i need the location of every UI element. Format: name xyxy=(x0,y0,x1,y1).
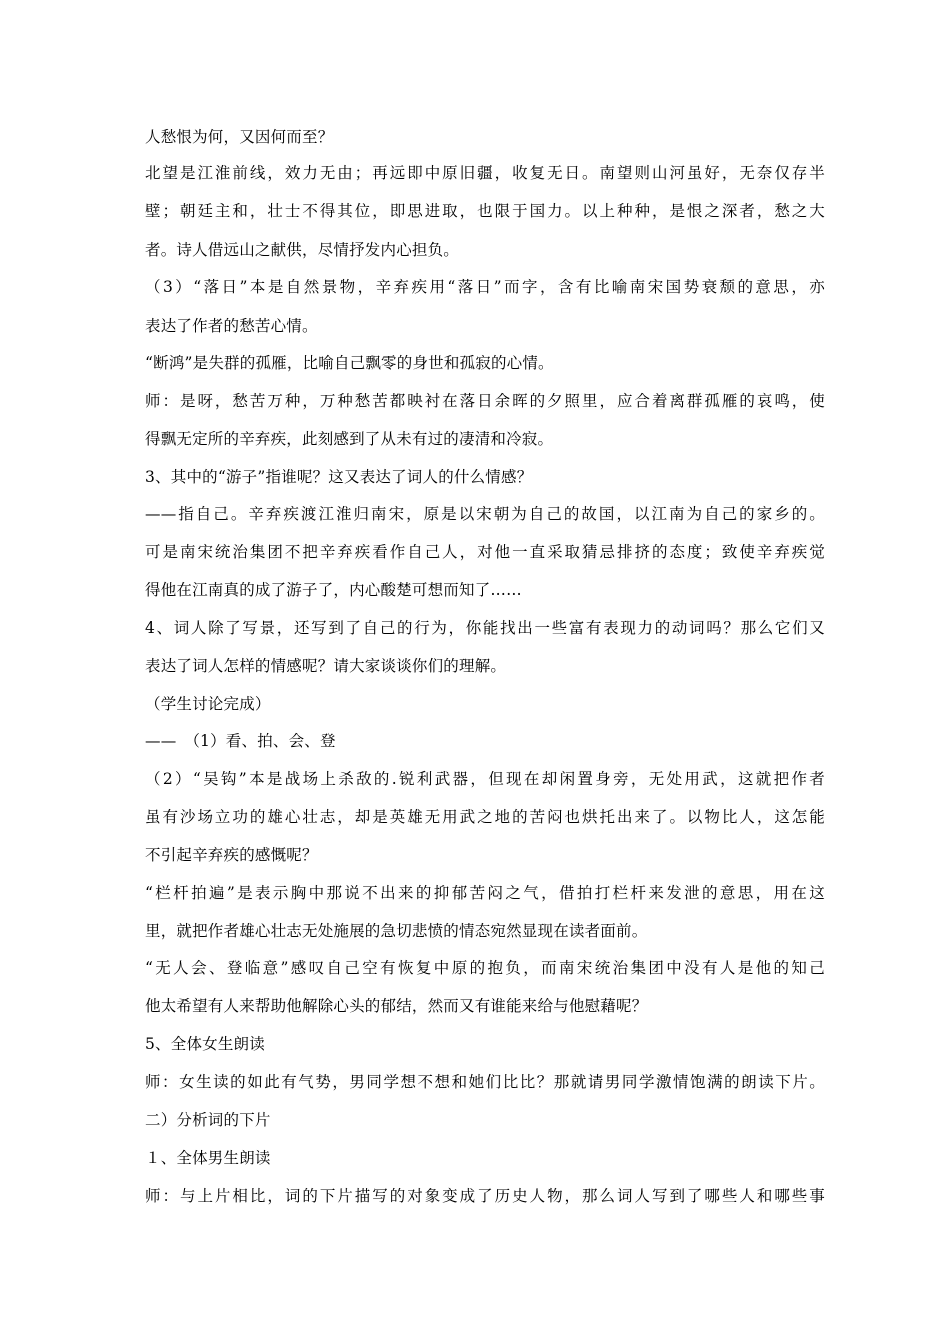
text-line: 二）分析词的下片 xyxy=(145,1111,271,1129)
text-line: 壁；朝廷主和，壮士不得其位，即思进取，也限于国力。以上种种，是恨之深者，愁之大 xyxy=(145,202,825,220)
text-line: 不引起辛弃疾的感慨呢？ xyxy=(145,846,318,864)
text-line: 表达了作者的愁苦心情。 xyxy=(145,317,318,335)
text-line: “断鸿”是失群的孤雁，比喻自己飘零的身世和孤寂的心情。 xyxy=(145,354,554,372)
text-line: （学生讨论完成） xyxy=(145,695,271,713)
text-line: 可是南宋统治集团不把辛弃疾看作自己人，对他一直采取猜忌排挤的态度；致使辛弃疾觉 xyxy=(145,543,825,561)
text-line: 4、词人除了写景，还写到了自己的行为，你能找出一些富有表现力的动词吗？那么它们又 xyxy=(145,619,825,637)
text-line: 得他在江南真的成了游子了，内心酸楚可想而知了…… xyxy=(145,581,522,599)
text-line: 人愁恨为何，又因何而至？ xyxy=(145,128,334,146)
text-line: 3、其中的“游子”指谁呢？这又表达了词人的什么情感？ xyxy=(145,468,533,486)
text-line: 北望是江淮前线，效力无由；再远即中原旧疆，收复无日。南望则山河虽好，无奈仅存半 xyxy=(145,164,825,182)
text-line: 表达了词人怎样的情感呢？请大家谈谈你们的理解。 xyxy=(145,657,507,675)
text-line: 师：与上片相比，词的下片描写的对象变成了历史人物，那么词人写到了哪些人和哪些事 xyxy=(145,1187,825,1205)
text-line: —— （1）看、拍、会、登 xyxy=(145,732,336,750)
text-line: ——指自己。辛弃疾渡江淮归南宋，原是以宋朝为自己的故国，以江南为自己的家乡的。 xyxy=(145,505,825,523)
text-line: 者。诗人借远山之献供，尽情抒发内心担负。 xyxy=(145,241,460,259)
text-line: 得飘无定所的辛弃疾，此刻感到了从未有过的凄清和冷寂。 xyxy=(145,430,554,448)
text-line: （2）“吴钩”本是战场上杀敌的.锐利武器，但现在却闲置身旁，无处用武，这就把作者 xyxy=(145,770,825,788)
text-line: 5、全体女生朗读 xyxy=(145,1035,265,1053)
text-line: 他太希望有人来帮助他解除心头的郁结，然而又有谁能来给与他慰藉呢？ xyxy=(145,997,648,1015)
text-line: （3）“落日”本是自然景物，辛弃疾用“落日”而字，含有比喻南宋国势衰颓的意思，亦 xyxy=(145,278,825,296)
text-line: “无人会、登临意”感叹自己空有恢复中原的抱负，而南宋统治集团中没有人是他的知己 xyxy=(145,959,825,977)
text-line: 师：女生读的如此有气势，男同学想不想和她们比比？那就请男同学激情饱满的朗读下片。 xyxy=(145,1073,825,1091)
text-line: 虽有沙场立功的雄心壮志，却是英雄无用武之地的苦闷也烘托出来了。以物比人，这怎能 xyxy=(145,808,825,826)
text-line: 师：是呀，愁苦万种，万种愁苦都映衬在落日余晖的夕照里，应合着离群孤雁的哀鸣，使 xyxy=(145,392,825,410)
text-line: “栏杆拍遍”是表示胸中那说不出来的抑郁苦闷之气，借拍打栏杆来发泄的意思，用在这 xyxy=(145,884,825,902)
text-line: 里，就把作者雄心壮志无处施展的急切悲愤的情态宛然显现在读者面前。 xyxy=(145,922,648,940)
text-line: １、全体男生朗读 xyxy=(145,1149,271,1167)
